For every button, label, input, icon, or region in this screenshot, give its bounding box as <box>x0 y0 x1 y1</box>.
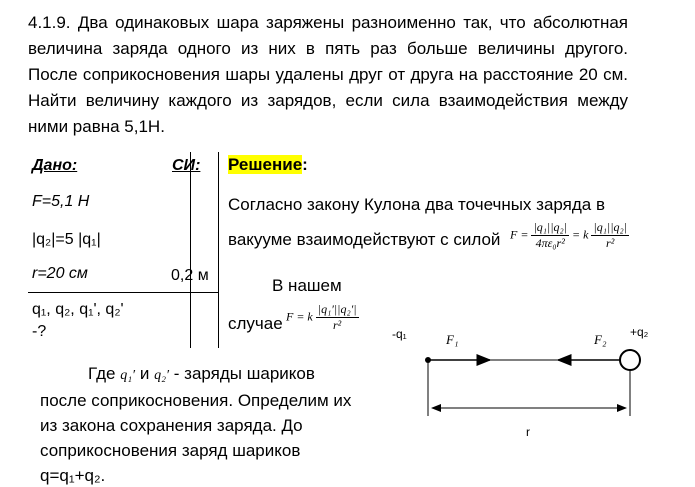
case-formula-lhs: F = k <box>286 309 313 324</box>
where-line <box>88 363 315 387</box>
si-distance: 0,2 м <box>171 267 209 284</box>
where-suffix: - заряды шариков <box>173 364 315 383</box>
si-header: СИ: <box>172 157 201 174</box>
unknowns: q₁, q₂, q₁', q₂' <box>32 301 124 318</box>
fraction-2-num: |q₁||q₂| <box>593 220 627 234</box>
formula-lhs: F = <box>510 227 529 242</box>
fraction-1-den: 4πε₀r² <box>535 236 565 250</box>
lower-line-2: после соприкосновения. Определим их <box>40 391 352 410</box>
label-f2: F₂ <box>594 332 607 347</box>
label-r: r <box>526 425 530 439</box>
table-divider-vertical-right <box>218 152 219 348</box>
lower-line-4: соприкосновения заряд шариков <box>40 441 301 460</box>
problem-statement: 4.1.9. Два одинаковых шара заряжены разноименно так, что абсолютная величина заряда одного из них в пять раз больше величины другого. После соприкосновения шары удалены друг от друга на расстояние 20 см. Найти величину каждого из зарядов, если сила взаимодействия между ними равна 5,1Н. <box>28 13 628 136</box>
given-distance: r=20 см <box>32 265 88 282</box>
formula-fraction-2 <box>591 220 629 251</box>
fraction-1-num: |q₁||q₂| <box>533 220 567 234</box>
charges-diagram <box>380 318 680 448</box>
case-formula <box>286 302 359 333</box>
unknowns-mark: -? <box>32 323 47 340</box>
solution-header-wrap <box>228 154 308 176</box>
table-divider-vertical <box>190 152 191 348</box>
formula-eq-k: = k <box>571 227 589 242</box>
solution-line-4: случае <box>228 314 283 333</box>
where-prefix: Где <box>88 364 116 383</box>
right-charge-ball <box>620 350 640 370</box>
table-divider-horizontal <box>28 292 218 293</box>
case-fraction-num: |q₁′||q₂′| <box>317 302 357 316</box>
case-fraction-den: r² <box>333 318 342 332</box>
given-charge-ratio: |q₂|=5 |q₁| <box>32 231 101 248</box>
lower-line-5: q=q₁+q₂. <box>40 466 106 485</box>
fraction-2-den: r² <box>606 236 615 250</box>
label-left-charge: -q₁ <box>392 327 407 341</box>
given-si-table <box>28 152 218 348</box>
given-header: Дано: <box>32 157 78 174</box>
solution-line-1: Согласно закону Кулона два точечных заряда в <box>228 195 605 214</box>
where-q1-prime: q₁′ <box>120 368 136 383</box>
lower-line-3: из закона сохранения заряда. До <box>40 416 303 435</box>
given-force: F=5,1 H <box>32 193 90 210</box>
where-and: и <box>139 364 150 383</box>
case-formula-fraction <box>316 302 359 333</box>
label-f1: F₁ <box>446 332 459 347</box>
solution-header-colon: : <box>302 155 308 174</box>
solution-line-2: вакууме взаимодействуют с силой <box>228 230 501 249</box>
where-q2-prime: q₂′ <box>154 368 170 383</box>
solution-header: Решение <box>228 155 303 174</box>
label-right-charge: +q₂ <box>630 325 649 339</box>
solution-line-3: В нашем <box>272 276 342 295</box>
coulomb-formula <box>510 220 629 251</box>
formula-fraction-1 <box>531 220 569 251</box>
